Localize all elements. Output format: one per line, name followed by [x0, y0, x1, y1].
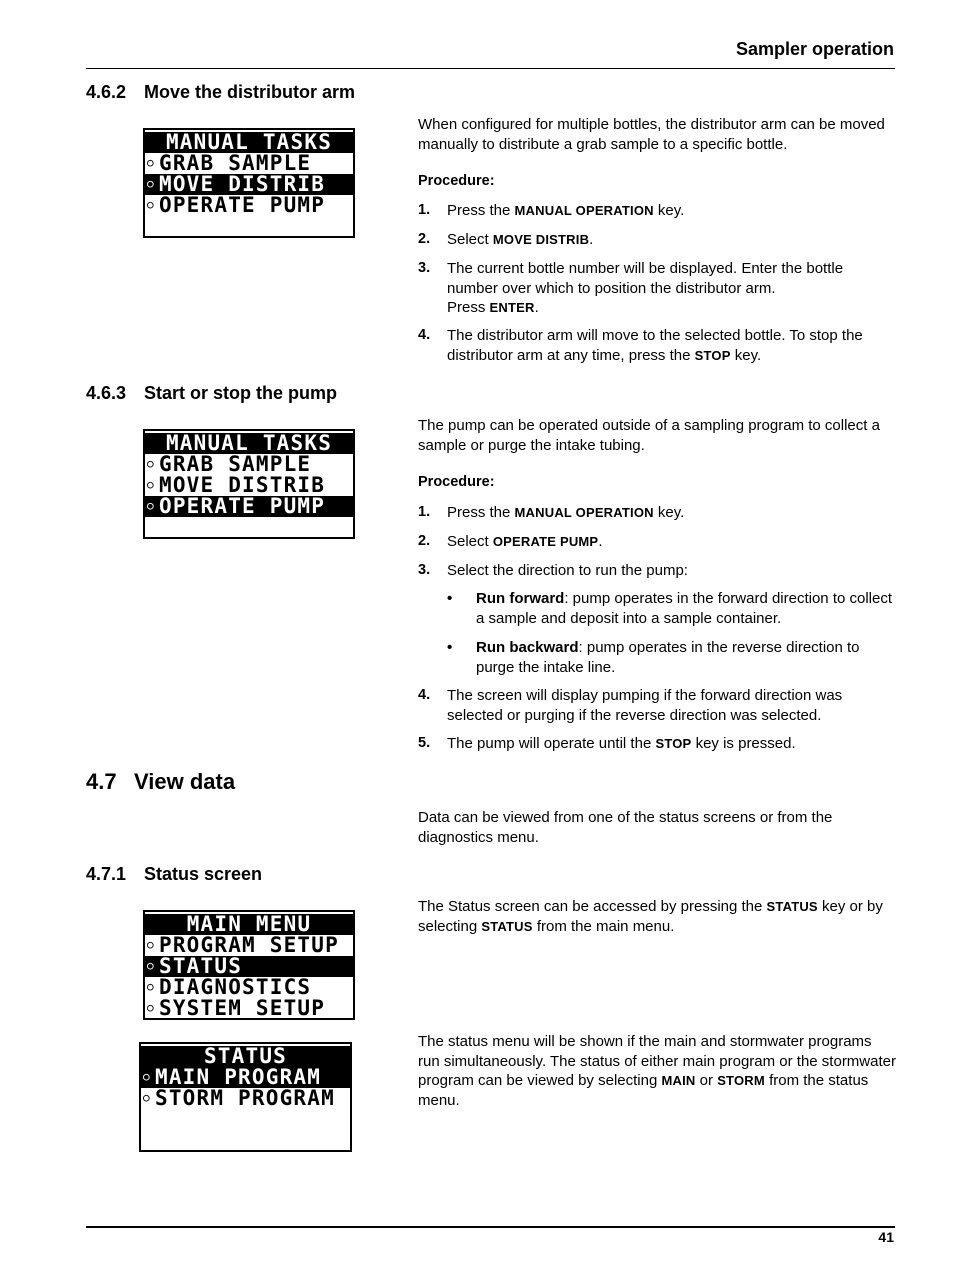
lcd-item-move-distrib: ○ MOVE DISTRIB	[147, 475, 326, 496]
bullet-item: • Run backward: pump operates in the reverse direction to purge the intake line.	[447, 639, 860, 676]
section-title: Status screen	[144, 864, 263, 884]
section-number: 4.6.3	[86, 383, 127, 403]
page-number: 41	[878, 1229, 894, 1245]
intro-paragraph: Data can be viewed from one of the status screens or from the diagnostics menu.	[418, 809, 833, 846]
header-rule	[86, 68, 895, 69]
lcd-title: STATUS	[141, 1046, 350, 1067]
lcd-item-program-setup: ○ PROGRAM SETUP	[147, 935, 339, 956]
bullet-item: • Run forward: pump operates in the forward direction to collect a sample and deposit into a sample container.	[447, 590, 893, 627]
procedure-step: 2. Select MOVE DISTRIB.	[418, 231, 594, 248]
lcd-item-diagnostics: ○ DIAGNOSTICS	[147, 977, 312, 998]
procedure-label: Procedure:	[418, 474, 495, 490]
radio-dot-icon: ○	[147, 937, 154, 951]
procedure-step: 2. Select OPERATE PUMP.	[418, 533, 603, 550]
intro-paragraph: The pump can be operated outside of a sampling program to collect a sample or purge the intake tubing.	[418, 417, 880, 454]
lcd-item-grab-sample: ○ GRAB SAMPLE	[147, 454, 312, 475]
lcd-item-status-selected: ○ STATUS	[145, 956, 353, 977]
lcd-item-system-setup: ○ SYSTEM SETUP	[147, 998, 326, 1019]
section-heading-4-6-3	[86, 383, 337, 404]
lcd-item-grab-sample: ○ GRAB SAMPLE	[147, 153, 312, 174]
section-number: 4.6.2	[86, 82, 127, 102]
procedure-step: 5. The pump will operate until the STOP key is pressed.	[418, 735, 796, 752]
section-heading-4-7-1	[86, 864, 262, 885]
section-heading-4-7	[86, 769, 235, 795]
lcd-manual-tasks-move-distrib	[143, 128, 355, 238]
radio-dot-icon: ○	[147, 197, 154, 211]
section-heading-4-6-2	[86, 82, 355, 103]
running-header: Sampler operation	[735, 39, 894, 59]
section-number: 4.7.1	[86, 864, 127, 884]
lcd-manual-tasks-operate-pump	[143, 429, 355, 539]
radio-dot-icon: ○	[143, 1090, 150, 1104]
paragraph: The Status screen can be accessed by pressing the STATUS key or by selecting STATUS from the main menu.	[418, 898, 883, 935]
radio-dot-icon: ○	[147, 958, 154, 972]
radio-dot-icon: ○	[147, 979, 154, 993]
lcd-item-operate-pump: ○ OPERATE PUMP	[147, 195, 326, 216]
procedure-step: 3. The current bottle number will be displayed. Enter the bottle number over which to position the distributor arm. Press ENTER.	[418, 260, 844, 316]
radio-dot-icon: ○	[147, 1000, 154, 1014]
radio-dot-icon: ○	[147, 477, 154, 491]
radio-dot-icon: ○	[147, 155, 154, 169]
procedure-label: Procedure:	[418, 173, 495, 189]
paragraph: The status menu will be shown if the main and stormwater programs run simultaneously. The status of either main program or the stormwater program can be viewed by selecting MAIN or STORM from the status menu.	[418, 1033, 896, 1109]
intro-paragraph: When configured for multiple bottles, the distributor arm can be moved manually to distribute a grab sample to a specific bottle.	[418, 116, 885, 153]
lcd-status	[139, 1042, 352, 1152]
lcd-item-storm-program: ○ STORM PROGRAM	[143, 1088, 335, 1109]
radio-dot-icon: ○	[143, 1069, 150, 1083]
procedure-step: 4. The screen will display pumping if the forward direction was selected or purging if the reverse direction was selected.	[418, 687, 843, 724]
radio-dot-icon: ○	[147, 176, 154, 190]
procedure-step: 3. Select the direction to run the pump:	[418, 562, 688, 579]
section-title: Move the distributor arm	[144, 82, 356, 102]
lcd-title: MANUAL TASKS	[145, 132, 353, 153]
lcd-title: MANUAL TASKS	[145, 433, 353, 454]
procedure-step: 1. Press the MANUAL OPERATION key.	[418, 504, 685, 521]
section-title: View data	[134, 769, 236, 794]
procedure-step: 4. The distributor arm will move to the selected bottle. To stop the distributor arm at any time, press the STOP key.	[418, 327, 863, 364]
radio-dot-icon: ○	[147, 498, 154, 512]
lcd-main-menu	[143, 910, 355, 1020]
lcd-item-main-program-selected: ○ MAIN PROGRAM	[141, 1067, 350, 1088]
lcd-item-operate-pump-selected: ○ OPERATE PUMP	[145, 496, 353, 517]
lcd-item-move-distrib-selected: ○ MOVE DISTRIB	[145, 174, 353, 195]
section-title: Start or stop the pump	[144, 383, 337, 403]
footer-rule	[86, 1226, 895, 1228]
lcd-title: MAIN MENU	[145, 914, 353, 935]
section-number: 4.7	[86, 769, 117, 794]
radio-dot-icon: ○	[147, 456, 154, 470]
procedure-step: 1. Press the MANUAL OPERATION key.	[418, 202, 685, 219]
